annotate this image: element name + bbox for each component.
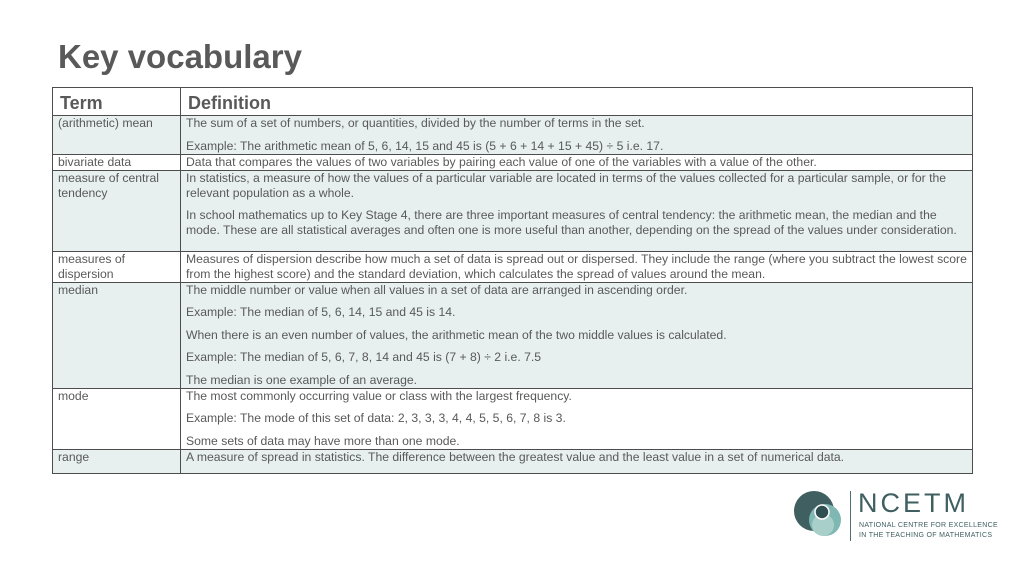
term-cell: median: [53, 282, 181, 388]
term-cell: range: [53, 449, 181, 473]
definition-paragraph: Example: The median of 5, 6, 14, 15 and 45 is 14.: [186, 305, 456, 319]
definition-cell: [181, 116, 973, 155]
definition-cell: [181, 449, 973, 473]
table-row: [53, 251, 973, 282]
table-row: [53, 282, 973, 388]
definition-cell: [181, 251, 973, 282]
logo-tagline-line1: NATIONAL CENTRE FOR EXCELLENCE: [859, 522, 998, 529]
definition-cell: [181, 282, 973, 388]
term-cell: (arithmetic) mean: [53, 116, 181, 155]
term-cell: bivariate data: [53, 154, 181, 170]
table-row: [53, 388, 973, 449]
header-definition: Definition: [181, 88, 973, 116]
definition-paragraph: Measures of dispersion describe how much a set of data is spread out or dispersed. They include the range (where you subtract the lowest score from the highest score) and the standard deviation, which calculates the spread of values around the mean.: [186, 251, 967, 281]
slide-title: Key vocabulary: [58, 38, 302, 75]
definition-paragraph: Example: The arithmetic mean of 5, 6, 14, 15 and 45 is (5 + 6 + 14 + 15 + 45) ÷ 5 i.e. 17.: [186, 138, 664, 153]
table-header-row: [53, 88, 973, 116]
header-term: Term: [53, 88, 181, 116]
definition-paragraph: In statistics, a measure of how the values of a particular variable are located in terms of the values collected for a particular sample, or for the relevant population as a whole.: [186, 170, 947, 200]
table-row: [53, 154, 973, 170]
term-cell: measure of central tendency: [53, 170, 181, 251]
table-row: [53, 449, 973, 473]
ncetm-logo: [792, 488, 998, 543]
definition-paragraph: The median is one example of an average.: [186, 372, 418, 387]
definition-paragraph: Example: The mode of this set of data: 2, 3, 3, 3, 4, 4, 5, 5, 6, 7, 8 is 3.: [186, 411, 566, 425]
definition-paragraph: Data that compares the values of two variables by pairing each value of one of the variables with a value of the other.: [186, 154, 817, 169]
definition-cell: [181, 388, 973, 449]
definition-paragraph: The sum of a set of numbers, or quantities, divided by the number of terms in the set.: [186, 116, 645, 130]
logo-divider: [850, 491, 851, 541]
definition-paragraph: When there is an even number of values, the arithmetic mean of the two middle values is calculated.: [186, 327, 727, 342]
definition-paragraph: A measure of spread in statistics. The difference between the greatest value and the least value in a set of numerical data.: [186, 449, 845, 464]
definition-paragraph: The middle number or value when all values in a set of data are arranged in ascending order.: [186, 282, 688, 297]
ncetm-logo-mark-icon: [792, 489, 844, 541]
definition-paragraph: Some sets of data may have more than one mode.: [186, 433, 460, 448]
definition-paragraph: Example: The median of 5, 6, 7, 8, 14 and 45 is (7 + 8) ÷ 2 i.e. 7.5: [186, 350, 542, 364]
definition-cell: [181, 154, 973, 170]
term-cell: measures of dispersion: [53, 251, 181, 282]
vocabulary-table: [52, 87, 973, 474]
definition-cell: [181, 170, 973, 251]
term-cell: mode: [53, 388, 181, 449]
definition-paragraph: The most commonly occurring value or class with the largest frequency.: [186, 388, 572, 403]
logo-wordmark: NCETM: [858, 488, 969, 518]
table-row: [53, 116, 973, 155]
logo-tagline-line2: IN THE TEACHING OF MATHEMATICS: [859, 532, 993, 539]
definition-paragraph: In school mathematics up to Key Stage 4, there are three important measures of central tendency: the arithmetic mean, the median and the mode. These are all statistical averages and often one is more useful than another, depending on the spread of the values under consideration.: [186, 208, 957, 237]
table-row: [53, 170, 973, 251]
